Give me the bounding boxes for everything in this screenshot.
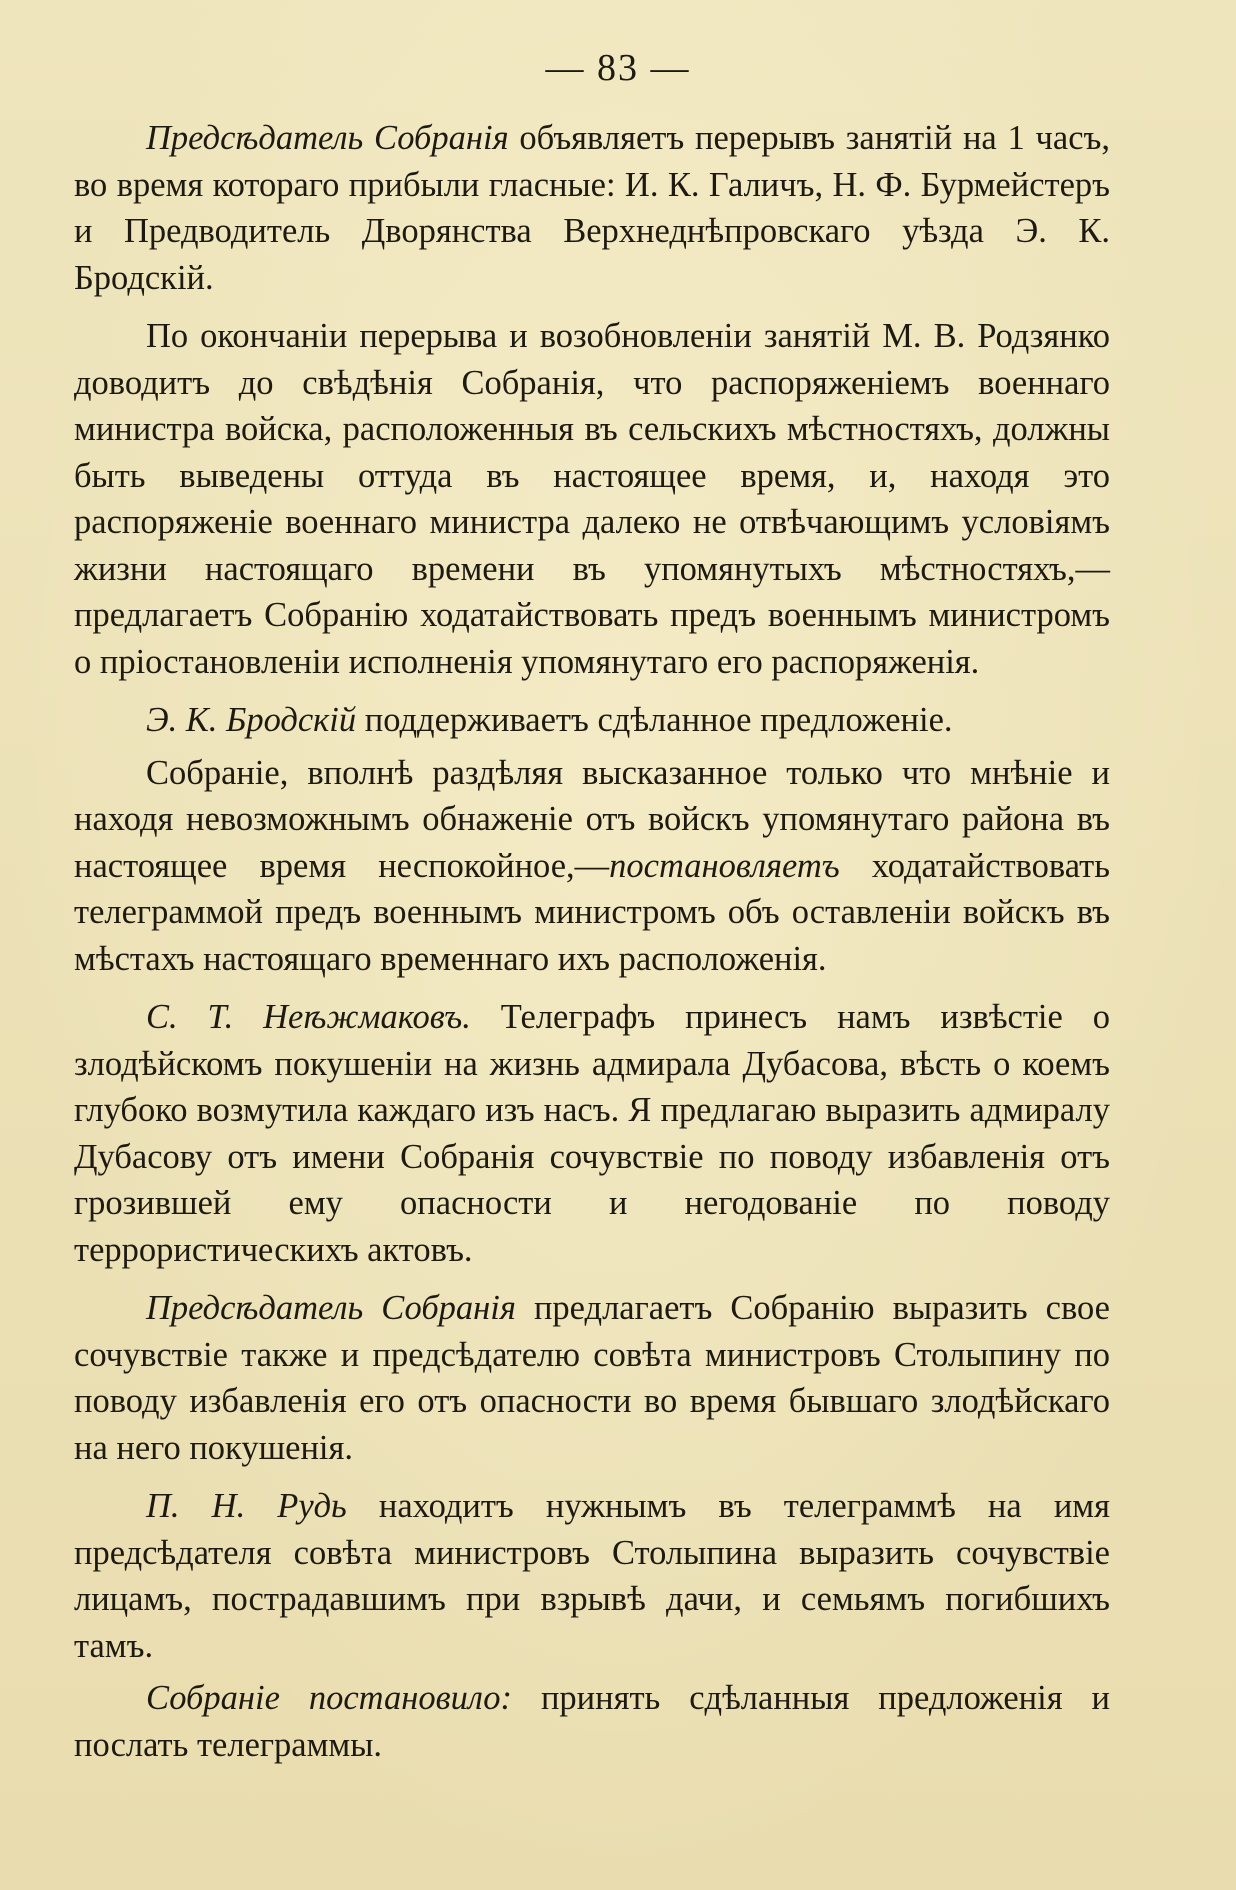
speaker-name: Предсѣдатель Собранія xyxy=(146,1289,516,1327)
paragraph-chairman-stolypin xyxy=(74,1285,1110,1471)
paragraph-text: По окончаніи перерыва и возобновленіи занятій М. В. Родзянко доводитъ до свѣдѣнія Собранія, что распоряженіемъ военнаго министра войска, расположенныя въ сельскихъ мѣстностяхъ, должны быть выведены оттуда въ настоящее время, и, находя это распоряженіе военнаго министра далеко не отвѣчающимъ условіямъ жизни настоящаго времени въ упомянутыхъ мѣстностяхъ,—предлагаетъ Собранію ходатайствовать предъ военнымъ министромъ о пріостановленіи исполненія упомянутаго его распоряженія. xyxy=(74,317,1110,681)
speaker-name: П. Н. Рудь xyxy=(146,1487,347,1525)
paragraph-text: поддерживаетъ сдѣланное предложеніе. xyxy=(356,701,953,739)
paragraph-neezhmakov xyxy=(74,994,1110,1273)
page-body xyxy=(74,115,1110,1768)
paragraph-brodsky xyxy=(74,697,1110,744)
paragraph-text: принять сдѣланныя предложенія и послать телеграммы. xyxy=(74,1679,1110,1764)
paragraph-text: предлагаетъ Собранію выразить свое сочувствіе также и предсѣдателю совѣта министровъ Столыпину по поводу избавленія его отъ опасности во время бывшаго злодѣйскаго на него покушенія. xyxy=(74,1289,1110,1467)
paragraph-text: находитъ нужнымъ въ телеграммѣ на имя предсѣдателя совѣта министровъ Столыпина выразить сочувствіе лицамъ, пострадавшимъ при взрывѣ дачи, и семьямъ погибшихъ тамъ. xyxy=(74,1487,1110,1665)
paragraph-final-resolution xyxy=(74,1675,1110,1768)
paragraph-text: ходатайствовать телеграммой предъ военнымъ министромъ объ оставленіи войскъ въ мѣстахъ настоящаго временнаго ихъ расположенія. xyxy=(74,846,1110,978)
paragraph-text: Телеграфъ принесъ намъ извѣстіе о злодѣйскомъ покушеніи на жизнь адмирала Дубасова, вѣсть о коемъ глубоко возмутила каждаго изъ насъ. Я предлагаю выразить адмиралу Дубасову отъ имени Собранія сочувствіе по поводу избавленія отъ грозившей ему опасности и негодованіе по поводу террористическихъ актовъ. xyxy=(74,998,1111,1269)
decree-word: постановляетъ xyxy=(609,846,840,885)
speaker-name: С. Т. Неѣжмаковъ. xyxy=(146,998,471,1036)
paragraph-chairman-break xyxy=(74,115,1110,301)
speaker-name: Предсѣдатель Собранія xyxy=(146,119,509,157)
paragraph-assembly-resolution xyxy=(74,750,1110,983)
paragraph-text: объявляетъ перерывъ занятій на 1 часъ, во время котораго прибыли гласные: И. К. Галичъ, Н. Ф. Бурмейстеръ и Предводитель Дворянства Верхнеднѣпровскаго уѣзда Э. К. Бродскій. xyxy=(74,119,1110,297)
paragraph-text: Собраніе, вполнѣ раздѣляя высказанное только что мнѣніе и находя невозможнымъ обнаженіе отъ войскъ упомянутаго района въ настоящее время неспокойное,— xyxy=(74,753,1110,885)
speaker-name: Собраніе постановило: xyxy=(146,1679,513,1717)
speaker-name: Э. К. Бродскій xyxy=(146,701,357,739)
paragraph-rud xyxy=(74,1483,1110,1669)
page-number: — 83 — xyxy=(545,47,691,89)
paragraph-rodzianko xyxy=(74,313,1110,685)
